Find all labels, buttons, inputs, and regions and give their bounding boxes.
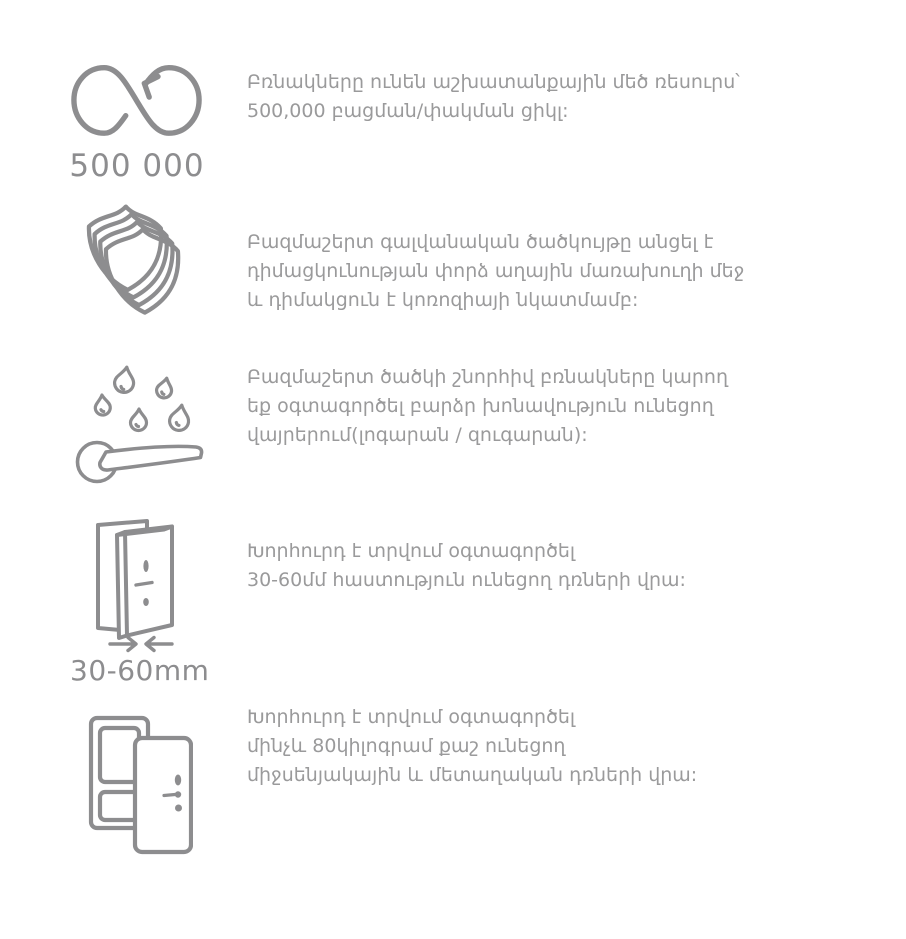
- infinity-cycle-icon: [68, 56, 205, 144]
- feature-line: և դիմակցուն է կոռոզիայի նկատմամբ:: [247, 289, 639, 311]
- feature-line: Բռնակները ունեն աշխատանքային մեծ ռեսուրս՝: [247, 71, 740, 93]
- feature-text-thickness: [247, 537, 686, 595]
- layered-shield-icon: [84, 200, 198, 340]
- feature-line: միջսենյակային և մետաղական դռների վրա:: [247, 764, 698, 786]
- feature-line: մինչև 80կիլոգրամ քաշ ունեցող: [247, 735, 566, 757]
- door-thickness-icon: [80, 513, 195, 653]
- feature-line: Խորհուրդ է տրվում օգտագործել: [247, 540, 576, 562]
- feature-line: եք օգտագործել բարձր խոնավություն ունեցող: [247, 395, 714, 417]
- feature-line: 500,000 բացման/փակման ցիկլ:: [247, 100, 569, 122]
- two-doors-icon: [88, 698, 193, 858]
- feature-text-coating: [247, 228, 744, 315]
- feature-line: Խորհուրդ է տրվում օգտագործել: [247, 706, 576, 728]
- water-drops-handle-icon: [75, 363, 205, 486]
- feature-line: Բազմաշերտ գալվանական ծածկույթը անցել է: [247, 231, 714, 253]
- feature-line: վայրերում(լոգարան / զուգարան):: [247, 424, 588, 446]
- door-thickness-label: 30-60mm: [70, 654, 210, 687]
- feature-text-door-weight: [247, 703, 697, 790]
- feature-text-humidity: [247, 363, 728, 450]
- feature-line: դիմացկունության փորձ աղային մառախուղի մեջ: [247, 260, 745, 282]
- cycle-count-label: 500 000: [69, 148, 205, 184]
- feature-line: 30-60մմ հաստություն ունեցող դռների վրա:: [247, 569, 686, 591]
- feature-text-cycles: [247, 68, 740, 126]
- feature-line: Բազմաշերտ ծածկի շնորհիվ բռնակները կարող: [247, 366, 729, 388]
